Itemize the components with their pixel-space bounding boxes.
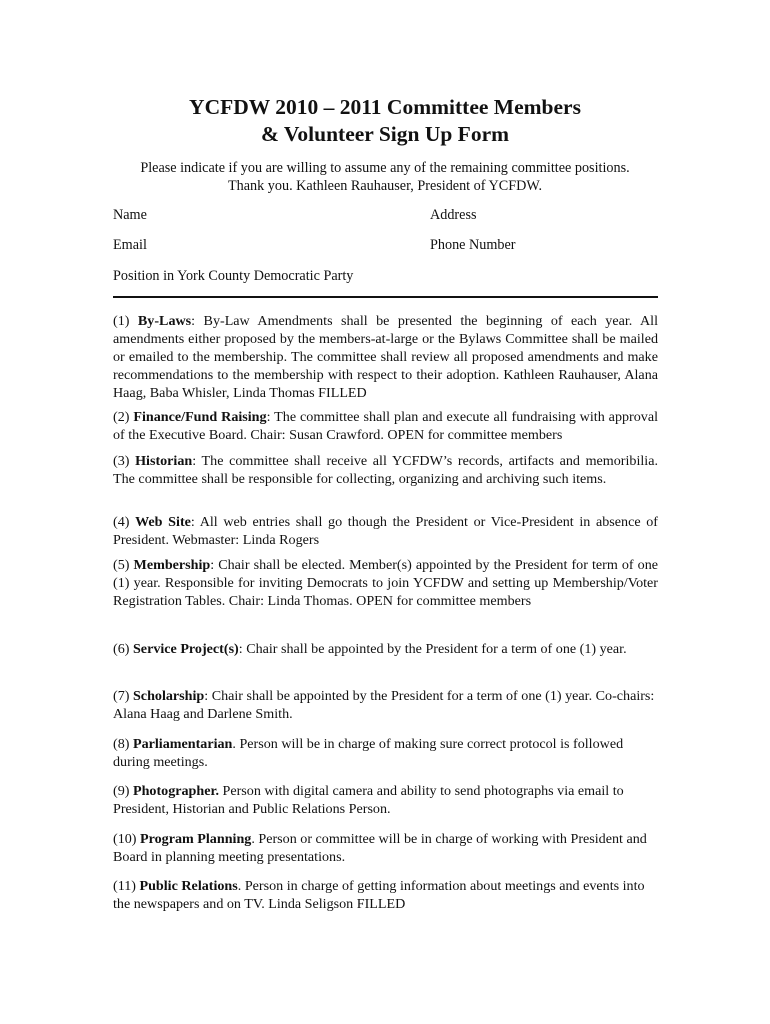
committee-number: (3): [113, 453, 136, 469]
committee-title: Public Relations: [139, 878, 238, 894]
committee-title: Membership: [133, 557, 211, 573]
committee-number: (11): [113, 878, 140, 894]
committee-description: Person with digital camera and ability to send photographs via email to President, Historian and Public Relations Person.: [113, 783, 624, 817]
intro-line2: Thank you. Kathleen Rauhauser, President of YCFDW.: [228, 178, 542, 194]
committee-number: (2): [113, 409, 134, 425]
committee-title: Service Project(s): [132, 641, 239, 657]
committee-title: Scholarship: [132, 688, 205, 704]
committee-number: (6): [113, 641, 133, 657]
committee-title: Parliamentarian: [132, 736, 233, 752]
committee-scholarship: [113, 687, 658, 723]
committee-program-planning: [113, 830, 658, 866]
committee-title: Historian: [135, 453, 193, 469]
committee-description: . Person or committee will be in charge of working with President and Board in planning meeting presentations.: [113, 831, 647, 865]
committee-number: (10): [113, 831, 141, 847]
committee-photographer: [113, 782, 658, 818]
committee-number: (4): [113, 514, 136, 530]
committee-description: : All web entries shall go though the President or Vice-President in absence of President. Webmaster: Linda Rogers: [113, 514, 658, 548]
form-title-line2: & Volunteer Sign Up Form: [260, 122, 510, 146]
committee-title: Finance/Fund Raising: [133, 409, 267, 425]
committee-parliamentarian: [113, 735, 658, 771]
committee-title: Web Site: [135, 514, 191, 530]
committee-service-projects: [113, 640, 658, 658]
committee-description: . Person will be in charge of making sure correct protocol is followed during meetings.: [113, 736, 624, 770]
committee-description: : Chair shall be appointed by the President for a term of one (1) year.: [238, 641, 627, 657]
committee-description: : The committee shall receive all YCFDW’s records, artifacts and memoribilia. The committee shall be responsible for collecting, organizing and archiving such items.: [113, 453, 658, 487]
committee-description: : By-Law Amendments shall be presented the beginning of each year. All amendments either proposed by the members-at-large or the Bylaws Committee shall be mailed or emailed to the membership. The committee shall review all proposed amendments and make recommendations to the membership with respect to their adoption. Kathleen Rauhauser, Alana Haag, Baba Whisler, Linda Thomas FILLED: [113, 313, 658, 401]
phone-field-label: Phone Number: [430, 237, 516, 253]
committee-bylaws: [113, 312, 658, 402]
position-field-label: Position in York County Democratic Party: [113, 268, 354, 284]
section-divider: [113, 296, 658, 298]
committee-historian: [113, 452, 658, 488]
committee-description: : Chair shall be elected. Member(s) appointed by the President for term of one (1) year. Responsible for inviting Democrats to join YCFDW and setting up Membership/Voter Registration Tables. Chair: Linda Thomas. OPEN for committee members: [113, 557, 659, 609]
committee-number: (9): [113, 783, 133, 799]
email-field-label: Email: [113, 237, 147, 253]
committee-title: Photographer.: [132, 783, 219, 799]
committee-finance: [113, 408, 658, 444]
committee-title: Program Planning: [140, 831, 252, 847]
committee-description: : The committee shall plan and execute all fundraising with approval of the Executive Board. Chair: Susan Crawford. OPEN for committee members: [113, 409, 658, 443]
committee-title: By-Laws: [137, 313, 192, 329]
committee-website: [113, 513, 658, 549]
committee-description: . Person in charge of getting information about meetings and events into the newspapers and on TV. Linda Seligson FILLED: [113, 878, 645, 912]
form-title-line1: YCFDW 2010 – 2011 Committee Members: [189, 95, 581, 119]
committee-description: : Chair shall be appointed by the President for a term of one (1) year. Co-chairs: Alana Haag and Darlene Smith.: [113, 688, 655, 722]
address-field-label: Address: [430, 207, 477, 223]
committee-number: (8): [113, 736, 133, 752]
committee-number: (7): [113, 688, 133, 704]
committee-number: (1): [113, 313, 138, 329]
intro-line1: Please indicate if you are willing to assume any of the remaining committee positions.: [140, 160, 630, 176]
committee-membership: [113, 556, 658, 610]
committee-public-relations: [113, 877, 658, 913]
name-field-label: Name: [113, 207, 147, 223]
committee-number: (5): [113, 557, 134, 573]
